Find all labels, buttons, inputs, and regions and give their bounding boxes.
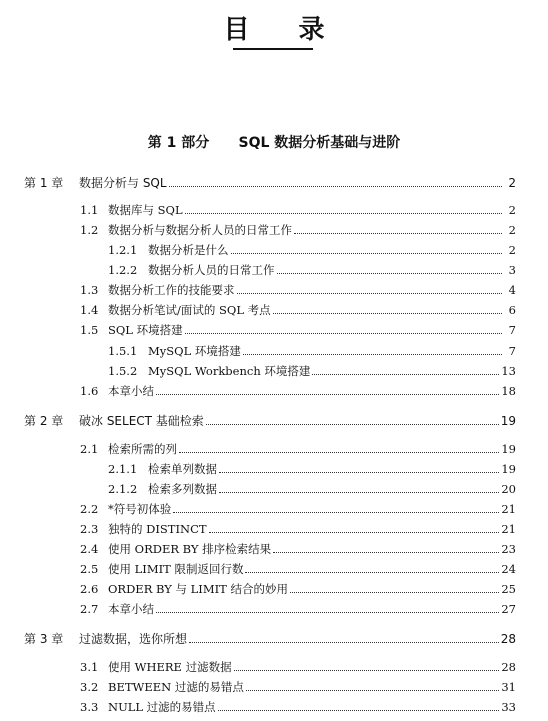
dot-leader: [290, 592, 499, 593]
entry-number: 2.2: [80, 502, 99, 516]
dot-leader: [179, 452, 499, 453]
entry-page-number: 18: [501, 384, 516, 398]
entry-page-number: 28: [500, 632, 516, 646]
title-underline: [233, 48, 313, 50]
toc-section-entry: [80, 694, 516, 714]
entry-page-number: 23: [501, 542, 516, 556]
entry-label: 数据分析人员的日常工作: [148, 263, 275, 277]
toc-section-entry: [80, 596, 516, 616]
entry-label: NULL 过滤的易错点: [108, 700, 216, 714]
entry-page-number: 31: [501, 680, 516, 694]
entry-number: 2.7: [80, 602, 99, 616]
dot-leader: [273, 313, 502, 314]
part-title: SQL 数据分析基础与进阶: [238, 135, 401, 151]
page-title: 目 录: [223, 15, 345, 45]
entry-page-number: 27: [501, 602, 516, 616]
entry-page-number: 2: [508, 176, 516, 190]
toc-section-entry: [80, 436, 516, 456]
entry-page-number: 2: [508, 243, 516, 257]
entry-number: 2.3: [80, 522, 99, 536]
toc-section-entry: [80, 317, 516, 337]
entry-number: 1.4: [80, 303, 99, 317]
entry-label: 破冰 SELECT 基础检索: [79, 414, 204, 428]
entry-label: 使用 WHERE 过滤数据: [108, 660, 232, 674]
toc-section-entry: [80, 556, 516, 576]
entry-label: BETWEEN 过滤的易错点: [108, 680, 244, 694]
toc-subsection-entry: [108, 476, 516, 496]
entry-label: 数据分析是什么: [148, 243, 229, 257]
entry-label: 过滤数据，选你所想: [79, 632, 188, 646]
entry-page-number: 19: [500, 414, 516, 428]
toc-subsection-entry: [108, 237, 516, 257]
entry-page-number: 7: [508, 344, 516, 358]
entry-number: 第 2 章: [24, 414, 64, 428]
entry-page-number: 25: [501, 582, 516, 596]
entry-number: 3.2: [80, 680, 99, 694]
entry-page-number: 28: [501, 660, 516, 674]
dot-leader: [156, 394, 499, 395]
entry-number: 2.1.1: [108, 462, 138, 476]
entry-label: MySQL Workbench 环境搭建: [148, 364, 311, 378]
toc-section-entry: [80, 197, 516, 217]
toc-section-entry: [80, 277, 516, 297]
dot-leader: [245, 572, 499, 573]
entry-label: 使用 ORDER BY 排序检索结果: [108, 542, 272, 556]
entry-label: 数据分析与 SQL: [79, 176, 167, 190]
dot-leader: [185, 333, 502, 334]
entry-page-number: 4: [508, 283, 516, 297]
entry-page-number: 19: [501, 462, 516, 476]
toc-subsection-entry: [108, 338, 516, 358]
dot-leader: [234, 670, 500, 671]
toc-section-entry: [80, 378, 516, 398]
entry-label: 独特的 DISTINCT: [108, 522, 207, 536]
dot-leader: [246, 690, 500, 691]
dot-leader: [185, 213, 502, 214]
entry-page-number: 19: [501, 442, 516, 456]
toc-subsection-entry: [108, 358, 516, 378]
toc-chapter-entry: [24, 626, 516, 646]
toc-section-entry: [80, 217, 516, 237]
toc-section-entry: [80, 536, 516, 556]
dot-leader: [189, 642, 499, 643]
entry-page-number: 2: [508, 203, 516, 217]
entry-page-number: 21: [501, 502, 516, 516]
entry-label: 本章小结: [108, 384, 154, 398]
dot-leader: [206, 424, 499, 425]
entry-number: 1.1: [80, 203, 99, 217]
dot-leader: [219, 472, 499, 473]
entry-label: 数据分析工作的技能要求: [108, 283, 235, 297]
part-number: 第 1 部分: [147, 135, 210, 151]
part-heading: [0, 132, 548, 154]
entry-number: 2.5: [80, 562, 99, 576]
entry-number: 1.2.2: [108, 263, 138, 277]
toc-section-entry: [80, 297, 516, 317]
dot-leader: [237, 293, 503, 294]
toc-section-entry: [80, 674, 516, 694]
entry-label: 本章小结: [108, 602, 154, 616]
entry-label: 检索多列数据: [148, 482, 217, 496]
entry-page-number: 20: [501, 482, 516, 496]
dot-leader: [312, 374, 499, 375]
dot-leader: [218, 710, 500, 711]
dot-leader: [273, 552, 499, 553]
entry-label: 数据分析笔试/面试的 SQL 考点: [108, 303, 271, 317]
entry-page-number: 7: [508, 323, 516, 337]
dot-leader: [231, 253, 503, 254]
entry-number: 1.6: [80, 384, 99, 398]
dot-leader: [219, 492, 499, 493]
toc-chapter-entry: [24, 408, 516, 428]
entry-number: 2.1: [80, 442, 99, 456]
entry-number: 1.5.2: [108, 364, 138, 378]
dot-leader: [169, 186, 502, 187]
entry-page-number: 6: [508, 303, 516, 317]
dot-leader: [294, 233, 502, 234]
toc-section-entry: [80, 654, 516, 674]
toc-section-entry: [80, 576, 516, 596]
toc-section-entry: [80, 516, 516, 536]
entry-page-number: 21: [501, 522, 516, 536]
toc-chapter-entry: [24, 170, 516, 190]
entry-number: 3.3: [80, 700, 99, 714]
entry-label: MySQL 环境搭建: [148, 344, 241, 358]
entry-number: 3.1: [80, 660, 99, 674]
entry-number: 1.5.1: [108, 344, 138, 358]
dot-leader: [277, 273, 503, 274]
entry-number: 1.3: [80, 283, 99, 297]
entry-label: SQL 环境搭建: [108, 323, 183, 337]
entry-number: 第 1 章: [24, 176, 64, 190]
entry-label: 使用 LIMIT 限制返回行数: [108, 562, 244, 576]
entry-page-number: 2: [508, 223, 516, 237]
entry-number: 1.2: [80, 223, 99, 237]
entry-label: 数据库与 SQL: [108, 203, 183, 217]
entry-page-number: 33: [501, 700, 516, 714]
entry-label: 检索所需的列: [108, 442, 177, 456]
entry-number: 2.6: [80, 582, 99, 596]
toc-subsection-entry: [108, 257, 516, 277]
dot-leader: [209, 532, 500, 533]
entry-label: 检索单列数据: [148, 462, 217, 476]
toc-section-entry: [80, 496, 516, 516]
entry-number: 1.5: [80, 323, 99, 337]
entry-number: 第 3 章: [24, 632, 64, 646]
entry-page-number: 13: [501, 364, 516, 378]
entry-label: *符号初体验: [108, 502, 172, 516]
entry-number: 2.4: [80, 542, 99, 556]
toc-subsection-entry: [108, 456, 516, 476]
entry-label: 数据分析与数据分析人员的日常工作: [108, 223, 292, 237]
entry-page-number: 24: [501, 562, 516, 576]
dot-leader: [173, 512, 499, 513]
entry-label: ORDER BY 与 LIMIT 结合的妙用: [108, 582, 288, 596]
entry-number: 2.1.2: [108, 482, 138, 496]
dot-leader: [243, 354, 502, 355]
dot-leader: [156, 612, 499, 613]
entry-number: 1.2.1: [108, 243, 138, 257]
entry-page-number: 3: [508, 263, 516, 277]
